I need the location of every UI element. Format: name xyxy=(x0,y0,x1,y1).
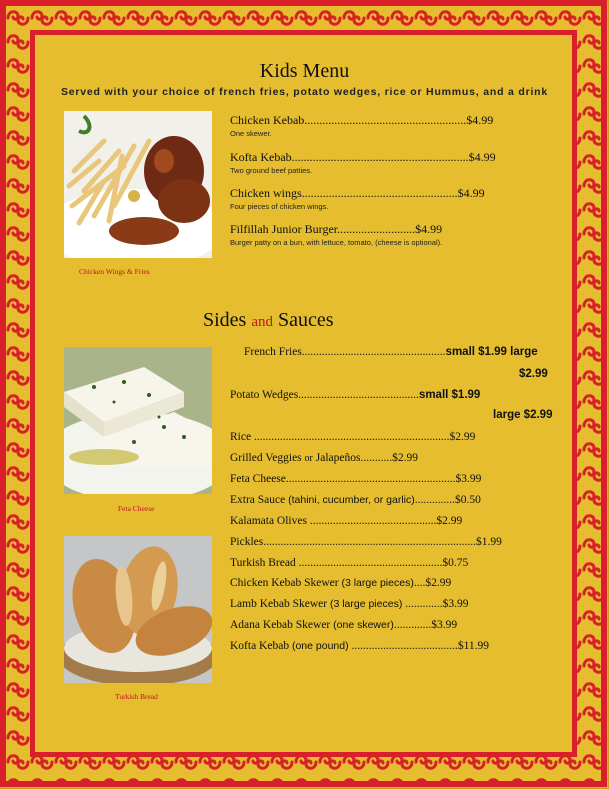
side-price: small $1.99 large xyxy=(445,346,538,358)
side-price: ..............$0.50 xyxy=(414,494,481,506)
sides-title xyxy=(203,309,334,332)
side-label: Adana Kebab Skewer xyxy=(230,619,334,631)
side-label: Grilled Veggies xyxy=(230,452,305,464)
kids-item-line: Kofta Kebab...........................................................$4.99 xyxy=(230,150,496,164)
side-feta: Feta Cheese...........................................................$3.99 xyxy=(230,473,482,485)
kids-item-desc: Burger patty on a bun, with lettuce, tomato, (cheese is optional). xyxy=(230,238,443,247)
side-label: Lamb Kebab Skewer xyxy=(230,598,330,610)
side-chicken-skewer xyxy=(230,577,451,589)
kids-item-line: Filfillah Junior Burger..........................$4.99 xyxy=(230,222,443,236)
chicken-wings-photo xyxy=(64,111,212,258)
side-pickles: Pickles..........................................................................$1.99 xyxy=(230,536,502,548)
kids-menu-title: Kids Menu xyxy=(259,60,350,82)
kids-item xyxy=(230,222,530,247)
feta-cheese-caption: Feta Cheese xyxy=(118,504,155,513)
side-turkish-bread: Turkish Bread ..................................................$0.75 xyxy=(230,557,469,569)
side-label: Chicken Kebab Skewer xyxy=(230,577,342,589)
turkish-bread-photo xyxy=(64,536,212,683)
side-french-fries-price2: $2.99 xyxy=(519,368,548,380)
side-label: Potato Wedges.......................................... xyxy=(230,389,419,401)
sides-title-a: Sides xyxy=(203,309,252,331)
kids-item-line: Chicken wings....................................................$4.99 xyxy=(230,186,485,200)
side-french-fries xyxy=(244,346,538,358)
kids-item xyxy=(230,186,530,211)
side-rice: Rice ....................................................................$2.99 xyxy=(230,431,476,443)
kids-item xyxy=(230,150,530,175)
side-note: (tahini, cucumber, or garlic) xyxy=(288,494,415,506)
chicken-wings-caption: Chicken Wings & Fries xyxy=(79,267,150,276)
turkish-bread-caption: Turkish Bread xyxy=(115,692,158,701)
sides-title-and: and xyxy=(251,314,274,330)
side-extra-sauce xyxy=(230,494,481,506)
side-price: small $1.99 xyxy=(418,389,481,401)
kids-menu-subtitle: Served with your choice of french fries, potato wedges, rice or Hummus, and a drink xyxy=(60,86,549,98)
side-note: (3 large pieces) xyxy=(329,598,403,610)
side-label: French Fries.................................................. xyxy=(244,346,446,358)
side-price: .....................................$11.99 xyxy=(348,640,490,652)
side-note: (one skewer) xyxy=(333,619,394,631)
side-adana-skewer xyxy=(230,619,457,631)
feta-cheese-photo xyxy=(64,347,212,494)
kids-item-desc: Four pieces of chicken wings. xyxy=(230,202,329,211)
kids-item xyxy=(230,113,530,138)
side-or: or xyxy=(304,453,313,464)
side-label-b: Jalapeños...........$2.99 xyxy=(312,452,418,464)
side-potato-wedges-price2: large $2.99 xyxy=(493,409,553,421)
side-kofta xyxy=(230,640,489,652)
side-grilled-veggies xyxy=(230,452,418,464)
side-price: .............$3.99 xyxy=(402,598,469,610)
side-label: Extra Sauce xyxy=(230,494,289,506)
sides-title-b: Sauces xyxy=(273,309,334,331)
kids-item-desc: One skewer. xyxy=(230,129,272,138)
side-potato-wedges xyxy=(230,389,480,401)
kids-item-line: Chicken Kebab......................................................$4.99 xyxy=(230,113,494,127)
side-note: (one pound) xyxy=(291,640,349,652)
side-kalamata: Kalamata Olives ............................................$2.99 xyxy=(230,515,463,527)
side-price: ....$2.99 xyxy=(413,577,452,589)
kids-item-desc: Two ground beef patties. xyxy=(230,166,313,175)
side-note: (3 large pieces) xyxy=(341,577,414,589)
side-price: .............$3.99 xyxy=(393,619,458,631)
side-lamb-skewer xyxy=(230,598,468,610)
side-label: Kofta Kebab xyxy=(230,640,292,652)
